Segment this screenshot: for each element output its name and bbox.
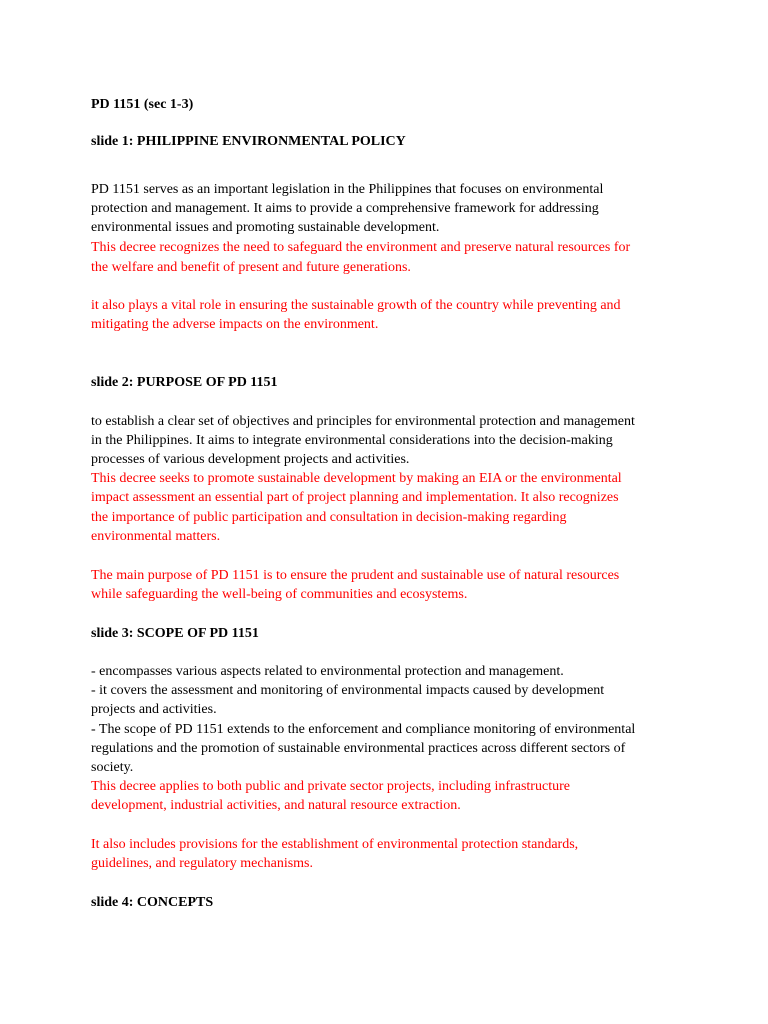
slide2-p2-line: impact assessment an essential part of project planning and implementation. It also recognizes [91,490,619,505]
slide1-p1-line: protection and management. It aims to provide a comprehensive framework for addressing [91,201,599,216]
slide2-p1-line: in the Philippines. It aims to integrate environmental considerations into the decision-making [91,433,613,448]
slide1-p3-line: it also plays a vital role in ensuring the sustainable growth of the country while preventing and [91,298,621,313]
slide3-p1-line: - it covers the assessment and monitoring of environmental impacts caused by development [91,683,605,698]
slide3-heading: slide 3: SCOPE OF PD 1151 [91,626,259,641]
slide1-p1-line: environmental issues and promoting sustainable development. [91,220,440,235]
slide3-p2-line: This decree applies to both public and private sector projects, including infrastructure [91,779,570,794]
slide1-p1-line: PD 1151 serves as an important legislation in the Philippines that focuses on environmental [91,182,604,197]
slide2-heading: slide 2: PURPOSE OF PD 1151 [91,375,278,390]
slide1-p3-line: mitigating the adverse impacts on the environment. [91,317,379,332]
slide2-p2-line: environmental matters. [91,529,221,544]
slide3-p3-line: It also includes provisions for the establishment of environmental protection standards, [91,837,579,852]
slide2-p1-line: to establish a clear set of objectives and principles for environmental protection and management [91,414,635,429]
slide3-p1-line: society. [91,760,134,775]
slide2-p2-line: the importance of public participation and consultation in decision-making regarding [91,510,567,525]
document-title: PD 1151 (sec 1-3) [91,97,194,112]
slide3-p1-line: - encompasses various aspects related to environmental protection and management. [91,664,564,679]
slide3-p3-line: guidelines, and regulatory mechanisms. [91,856,313,871]
slide3-p1-line: regulations and the promotion of sustainable environmental practices across different sectors of [91,741,626,756]
slide2-p3-line: while safeguarding the well-being of communities and ecosystems. [91,587,468,602]
slide2-p1-line: processes of various development projects and activities. [91,452,410,467]
slide1-p2-line: the welfare and benefit of present and future generations. [91,260,411,275]
slide1-heading: slide 1: PHILIPPINE ENVIRONMENTAL POLICY [91,134,406,149]
slide2-p2-line: This decree seeks to promote sustainable development by making an EIA or the environmental [91,471,622,486]
slide3-p1-line: - The scope of PD 1151 extends to the enforcement and compliance monitoring of environmental [91,722,636,737]
slide3-p2-line: development, industrial activities, and natural resource extraction. [91,798,461,813]
slide3-p1-line: projects and activities. [91,702,217,717]
slide1-p2-line: This decree recognizes the need to safeguard the environment and preserve natural resources for [91,240,631,255]
slide2-p3-line: The main purpose of PD 1151 is to ensure the prudent and sustainable use of natural resources [91,568,620,583]
slide4-heading: slide 4: CONCEPTS [91,895,214,910]
